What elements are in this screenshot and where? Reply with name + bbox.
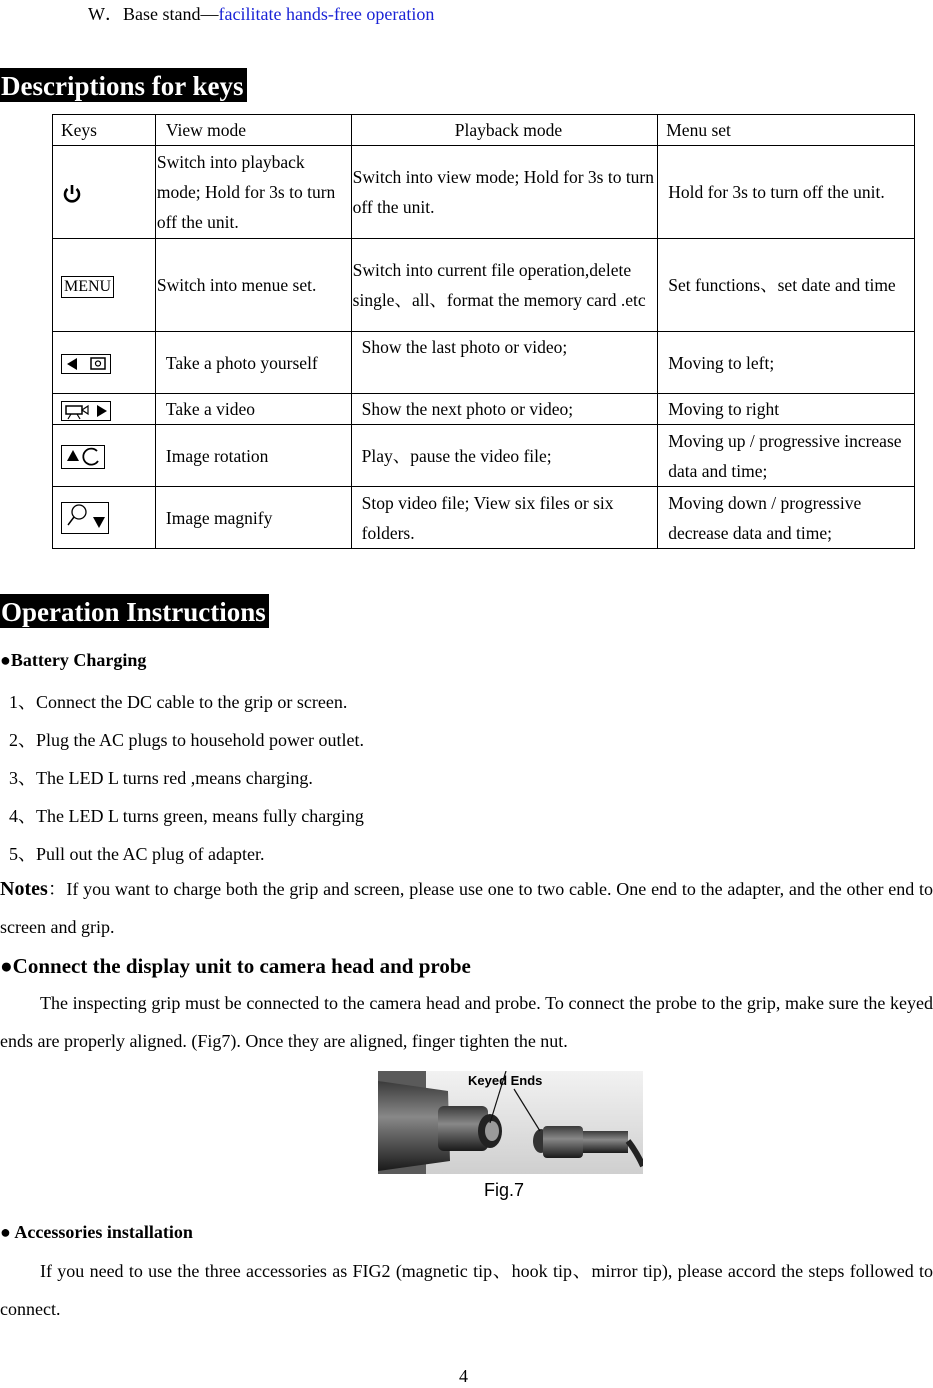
playback-mode-cell: Switch into current file operation,delete single、all、format the memory card .etc	[351, 239, 658, 332]
header-view-mode: View mode	[155, 115, 351, 146]
menu-set-cell: Moving down / progressive decrease data and time;	[658, 487, 915, 549]
view-mode-cell: Take a video	[155, 394, 351, 425]
connect-title: ●Connect the display unit to camera head and probe	[0, 954, 471, 978]
menu-set-cell: Hold for 3s to turn off the unit.	[658, 146, 915, 239]
battery-step: 4、The LED L turns green, means fully charging	[9, 806, 364, 826]
battery-step: 3、The LED L turns red ,means charging.	[9, 768, 313, 788]
header-keys: Keys	[53, 115, 156, 146]
battery-step: 2、Plug the AC plugs to household power outlet.	[9, 730, 364, 750]
notes-text: If you want to charge both the grip and screen, please use one to two cable. One end to the adapter, and the other end to screen and grip.	[0, 879, 933, 937]
header-playback-mode: Playback mode	[351, 115, 658, 146]
playback-mode-cell: Show the next photo or video;	[351, 394, 658, 425]
view-mode-cell: Image rotation	[155, 425, 351, 487]
battery-step: 5、Pull out the AC plug of adapter.	[9, 844, 265, 864]
battery-charging-title: ●Battery Charging	[0, 650, 147, 670]
table-header-row	[53, 115, 915, 146]
base-stand-label: W．Base stand—	[88, 4, 219, 24]
menu-set-cell: Moving to right	[658, 394, 915, 425]
page-number: 4	[459, 1366, 468, 1386]
keyed-ends-figure	[378, 1071, 643, 1174]
table-row	[53, 146, 915, 239]
menu-key: MENU	[61, 276, 114, 298]
base-stand-link[interactable]: facilitate hands-free operation	[218, 4, 435, 24]
menu-set-cell	[658, 239, 915, 332]
key-cell	[53, 394, 156, 425]
battery-step: 1、Connect the DC cable to the grip or screen.	[9, 692, 348, 712]
key-cell	[53, 332, 156, 394]
operation-heading: Operation Instructions	[0, 594, 269, 628]
playback-mode-cell: Switch into view mode; Hold for 3s to turn off the unit.	[351, 146, 658, 239]
menu-set-cell: Moving to left;	[658, 332, 915, 394]
keys-heading: Descriptions for keys	[0, 68, 247, 102]
table-row	[53, 332, 915, 394]
notes-paragraph	[0, 870, 933, 946]
view-mode-cell: Image magnify	[155, 487, 351, 549]
key-cell	[53, 487, 156, 549]
table-row	[53, 425, 915, 487]
accessories-title: ● Accessories installation	[0, 1222, 193, 1242]
up-rotate-key-icon	[61, 444, 105, 470]
key-cell	[53, 425, 156, 487]
table-row	[53, 487, 915, 549]
notes-separator: ：	[47, 879, 67, 899]
left-photo-key-icon	[61, 353, 111, 375]
menu-set-text: Set functions、set date and time	[668, 275, 896, 295]
power-icon	[61, 183, 83, 205]
notes-label: Notes	[0, 878, 48, 900]
table-row	[53, 239, 915, 332]
key-cell	[53, 146, 156, 239]
menu-set-cell: Moving up / progressive increase data and time;	[658, 425, 915, 487]
view-mode-cell: Switch into playback mode; Hold for 3s to turn off the unit.	[155, 146, 351, 239]
figure-caption: Fig.7	[484, 1180, 525, 1200]
playback-mode-cell: Show the last photo or video;	[351, 332, 658, 394]
view-mode-cell: Switch into menue set.	[155, 239, 351, 332]
playback-mode-cell: Stop video file; View six files or six folders.	[351, 487, 658, 549]
header-menu-set: Menu set	[658, 115, 915, 146]
accessories-paragraph: If you need to use the three accessories as FIG2 (magnetic tip、hook tip、mirror tip), please accord the steps followed to connect.	[0, 1261, 933, 1319]
connect-paragraph: The inspecting grip must be connected to the camera head and probe. To connect the probe to the grip, make sure the keyed ends are properly aligned. (Fig7). Once they are aligned, finger tighten the nut.	[0, 993, 933, 1051]
table-row	[53, 394, 915, 425]
playback-mode-cell: Play、pause the video file;	[351, 425, 658, 487]
magnify-down-key-icon	[61, 501, 109, 535]
figure-label: Keyed Ends	[468, 1073, 543, 1088]
view-mode-cell: Take a photo yourself	[155, 332, 351, 394]
base-stand-item	[88, 0, 434, 26]
video-right-key-icon	[61, 400, 111, 422]
keys-table	[52, 114, 915, 549]
key-cell	[53, 239, 156, 332]
